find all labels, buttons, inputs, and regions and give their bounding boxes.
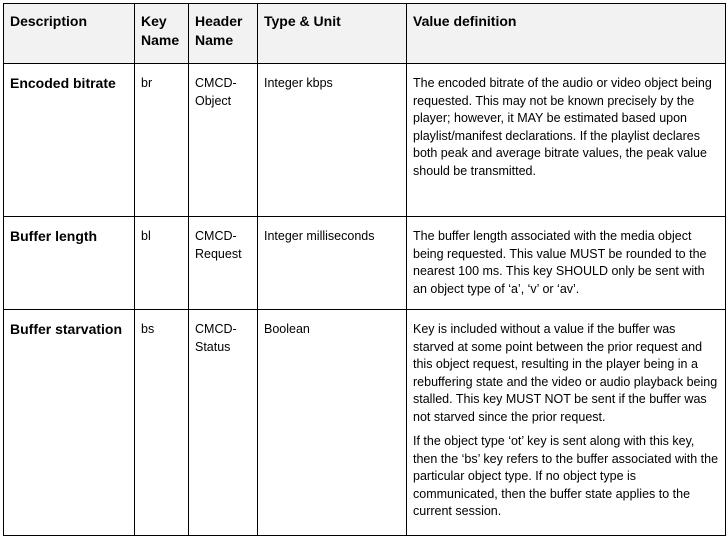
cell-value-definition bbox=[407, 64, 726, 217]
cell-header-name: CMCD-Status bbox=[189, 310, 258, 536]
cell-key-name: bs bbox=[135, 310, 189, 536]
cell-header-name: CMCD-Request bbox=[189, 217, 258, 310]
cell-type-unit: Boolean bbox=[258, 310, 407, 536]
cell-header-name: CMCD-Object bbox=[189, 64, 258, 217]
column-header-description: Description bbox=[4, 4, 135, 64]
column-header-value-definition: Value definition bbox=[407, 4, 726, 64]
column-header-key-name: Key Name bbox=[135, 4, 189, 64]
definition-paragraph: The encoded bitrate of the audio or video object being requested. This may not be known precisely by the player; however, it MAY be estimated based upon playlist/manifest declarations. If the playlist declares both peak and average bitrate values, the peak value should be transmitted. bbox=[413, 76, 712, 178]
cell-description: Buffer length bbox=[4, 217, 135, 310]
cell-description: Buffer starvation bbox=[4, 310, 135, 536]
table-row-buffer-length bbox=[4, 217, 726, 310]
definition-paragraph: Key is included without a value if the buffer was starved at some point between the prior request and this object request, resulting in the player being in a rebuffering state and the video or audio playback being stalled. This key MUST NOT be sent if the buffer was not starved since the prior request. bbox=[413, 322, 718, 424]
cell-key-name: br bbox=[135, 64, 189, 217]
table-row-encoded-bitrate bbox=[4, 64, 726, 217]
table-row-buffer-starvation bbox=[4, 310, 726, 536]
column-header-type-unit: Type & Unit bbox=[258, 4, 407, 64]
cmcd-keys-table bbox=[3, 3, 726, 536]
cell-type-unit: Integer kbps bbox=[258, 64, 407, 217]
cell-description: Encoded bitrate bbox=[4, 64, 135, 217]
definition-paragraph: If the object type ‘ot’ key is sent along with this key, then the ‘bs’ key refers to the buffer associated with the particular object type. If no object type is communicated, then the buffer state applies to the current session. bbox=[413, 434, 719, 518]
table-header-row bbox=[4, 4, 726, 64]
cell-value-definition bbox=[407, 310, 726, 536]
definition-paragraph: The buffer length associated with the media object being requested. This value MUST be rounded to the nearest 100 ms. This key SHOULD only be sent with an object type of ‘a’, ‘v’ or ‘av’. bbox=[413, 229, 707, 296]
cell-value-definition bbox=[407, 217, 726, 310]
cell-type-unit: Integer milliseconds bbox=[258, 217, 407, 310]
cell-key-name: bl bbox=[135, 217, 189, 310]
column-header-header-name: Header Name bbox=[189, 4, 258, 64]
